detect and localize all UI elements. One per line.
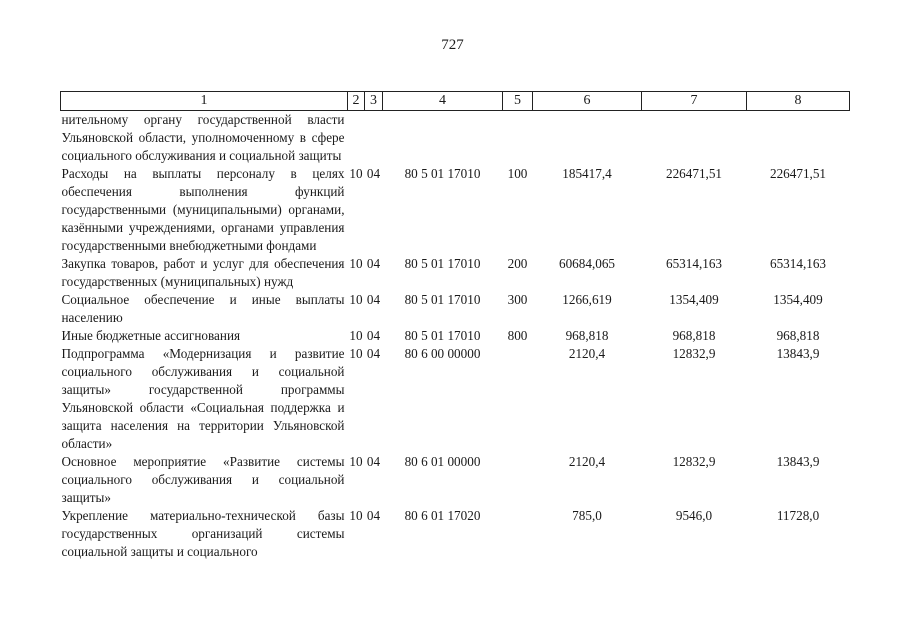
page-number: 727: [441, 37, 464, 53]
column-header-target: 4: [383, 92, 503, 111]
row-target: 80 6 00 00000: [404, 346, 481, 361]
row-subsection: 04: [366, 328, 381, 343]
table-row: [61, 345, 850, 453]
row-target: 80 5 01 17010: [404, 292, 481, 307]
row-expense-type: 100: [507, 166, 528, 181]
budget-table: [60, 91, 850, 561]
row-value-year-3: 968,818: [776, 328, 820, 343]
row-section: 10: [349, 166, 363, 181]
row-name: Иные бюджетные ассигнования: [61, 328, 241, 343]
row-value-year-1: 2120,4: [568, 454, 606, 469]
column-header-year-3: 8: [747, 92, 850, 111]
row-value-year-2: 226471,51: [665, 166, 723, 181]
row-value-year-1: 60684,065: [558, 256, 616, 271]
row-section: 10: [349, 328, 363, 343]
row-name: Закупка товаров, работ и услуг для обеспечения государственных (муниципальных) нужд: [61, 256, 345, 289]
column-header-expense-type: 5: [503, 92, 533, 111]
table-row: [61, 111, 850, 166]
row-expense-type: [503, 507, 533, 561]
row-subsection: 04: [366, 292, 381, 307]
row-value-year-3: 1354,409: [773, 292, 823, 307]
row-subsection: 04: [366, 166, 381, 181]
table-row: [61, 165, 850, 255]
table-row: [61, 327, 850, 345]
header-row: [61, 92, 850, 111]
row-expense-type: 800: [507, 328, 528, 343]
row-subsection: 04: [366, 346, 381, 361]
row-section: 10: [349, 292, 363, 307]
table-row: [61, 255, 850, 291]
row-value-year-3: [747, 111, 850, 166]
row-section: 10: [349, 454, 363, 469]
row-value-year-1: 785,0: [572, 508, 602, 523]
row-value-year-2: 65314,163: [665, 256, 723, 271]
row-expense-type: [503, 345, 533, 453]
row-value-year-3: 11728,0: [776, 508, 820, 523]
row-value-year-2: 1354,409: [669, 292, 719, 307]
table-body: [61, 111, 850, 562]
row-value-year-2: [642, 111, 747, 166]
row-target: 80 5 01 17010: [404, 166, 481, 181]
row-target: 80 5 01 17010: [404, 256, 481, 271]
row-value-year-2: 12832,9: [672, 454, 716, 469]
row-name: Укрепление материально-технической базы государственных организаций системы социальной защиты и социального: [61, 508, 345, 559]
table-row: [61, 453, 850, 507]
column-header-subsection: 3: [365, 92, 383, 111]
row-value-year-2: 968,818: [672, 328, 716, 343]
row-value-year-3: 13843,9: [776, 346, 820, 361]
row-value-year-1: 185417,4: [562, 166, 612, 181]
row-value-year-2: 12832,9: [672, 346, 716, 361]
row-value-year-1: 968,818: [565, 328, 609, 343]
row-name: Основное мероприятие «Развитие системы социального обслуживания и социальной защиты»: [61, 454, 345, 505]
row-subsection: [365, 111, 383, 166]
row-subsection: 04: [366, 256, 381, 271]
row-value-year-1: 2120,4: [568, 346, 606, 361]
row-section: 10: [349, 256, 363, 271]
table-row: [61, 507, 850, 561]
table-row: [61, 291, 850, 327]
row-section: [348, 111, 365, 166]
row-expense-type: [503, 111, 533, 166]
row-expense-type: 300: [507, 292, 528, 307]
row-section: 10: [349, 346, 363, 361]
row-value-year-1: [533, 111, 642, 166]
column-header-name: 1: [61, 92, 348, 111]
row-expense-type: 200: [507, 256, 528, 271]
row-target: 80 6 01 00000: [404, 454, 481, 469]
row-name: Подпрограмма «Модернизация и развитие социального обслуживания и социальной защиты» государственной программы Ульяновской области «Социальная поддержка и защита населения на территории Ульяновской области»: [61, 346, 345, 451]
row-name: Социальное обеспечение и иные выплаты населению: [61, 292, 345, 325]
row-value-year-3: 65314,163: [769, 256, 827, 271]
row-value-year-3: 13843,9: [776, 454, 820, 469]
row-value-year-2: 9546,0: [675, 508, 713, 523]
row-expense-type: [503, 453, 533, 507]
row-subsection: 04: [366, 454, 381, 469]
row-value-year-1: 1266,619: [562, 292, 612, 307]
row-value-year-3: 226471,51: [769, 166, 827, 181]
column-header-section: 2: [348, 92, 365, 111]
row-name: нительному органу государственной власти Ульяновской области, уполномоченному в сфере социального обслуживания и социальной защиты: [61, 112, 345, 163]
row-section: 10: [349, 508, 363, 523]
row-subsection: 04: [366, 508, 381, 523]
row-target: [383, 111, 503, 166]
row-name: Расходы на выплаты персоналу в целях обеспечения выполнения функций государственными (муниципальными) органами, казёнными учреждениями, органами управления государственными внебюджетными фондами: [61, 166, 345, 253]
row-target: 80 6 01 17020: [404, 508, 481, 523]
column-header-year-1: 6: [533, 92, 642, 111]
table-header: [61, 92, 850, 111]
column-header-year-2: 7: [642, 92, 747, 111]
row-target: 80 5 01 17010: [404, 328, 481, 343]
